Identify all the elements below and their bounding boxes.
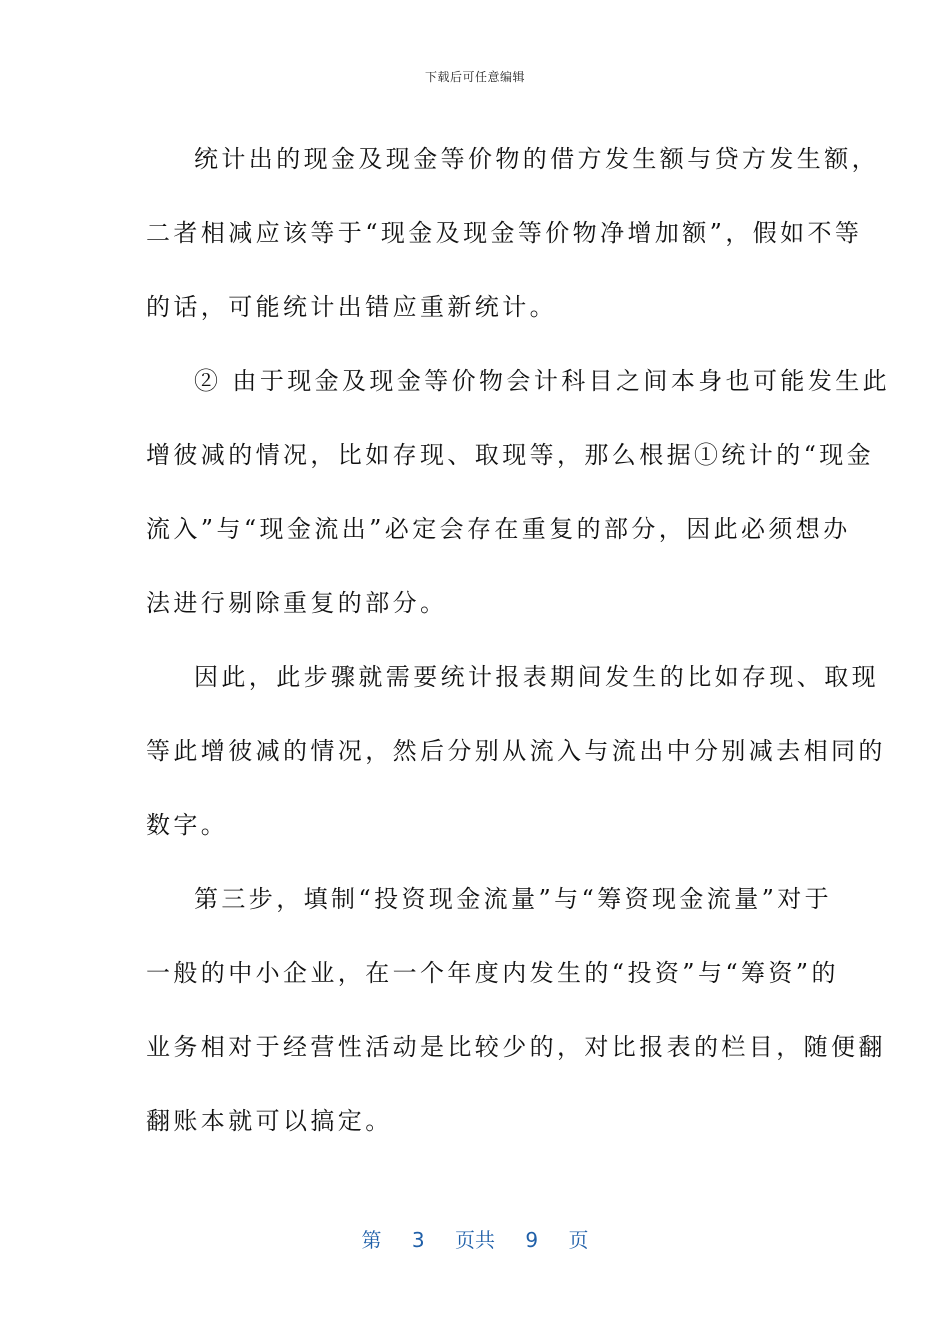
current-page-number: 3 [411, 1228, 425, 1252]
paragraph [146, 344, 891, 640]
text-line: 流入”与“现金流出”必定会存在重复的部分，因此必须想办 [146, 515, 851, 543]
text-line: 法进行剔除重复的部分。 [146, 589, 448, 617]
text-line: 一般的中小企业，在一个年度内发生的“投资”与“筹资”的 [146, 959, 839, 987]
text-line: 业务相对于经营性活动是比较少的，对比报表的栏目，随便翻 [146, 1033, 886, 1061]
text-line: 二者相减应该等于“现金及现金等价物净增加额”，假如不等 [146, 219, 863, 247]
page-header: 下载后可任意编辑 [424, 70, 525, 84]
text-line: ② 由于现金及现金等价物会计科目之间本身也可能发生此 [194, 367, 891, 395]
footer-suffix: 页 [568, 1228, 589, 1252]
paragraph [146, 640, 886, 862]
text-line: 等此增彼减的情况，然后分别从流入与流出中分别减去相同的 [146, 737, 886, 765]
paragraph [146, 862, 886, 1158]
total-pages-number: 9 [525, 1228, 539, 1252]
text-line: 统计出的现金及现金等价物的借方发生额与贷方发生额， [194, 145, 879, 173]
text-line: 数字。 [146, 811, 229, 839]
paragraph [146, 122, 879, 344]
document-body [146, 122, 891, 1158]
text-line: 增彼减的情况，比如存现、取现等，那么根据①统计的“现金 [146, 441, 875, 469]
page-footer [0, 1224, 950, 1253]
text-line: 的话，可能统计出错应重新统计。 [146, 293, 557, 321]
footer-middle: 页共 [455, 1228, 495, 1252]
text-line: 第三步，填制“投资现金流量”与“筹资现金流量”对于 [194, 885, 833, 913]
footer-prefix: 第 [361, 1228, 382, 1252]
text-line: 因此，此步骤就需要统计报表期间发生的比如存现、取现 [194, 663, 879, 691]
text-line: 翻账本就可以搞定。 [146, 1107, 393, 1135]
